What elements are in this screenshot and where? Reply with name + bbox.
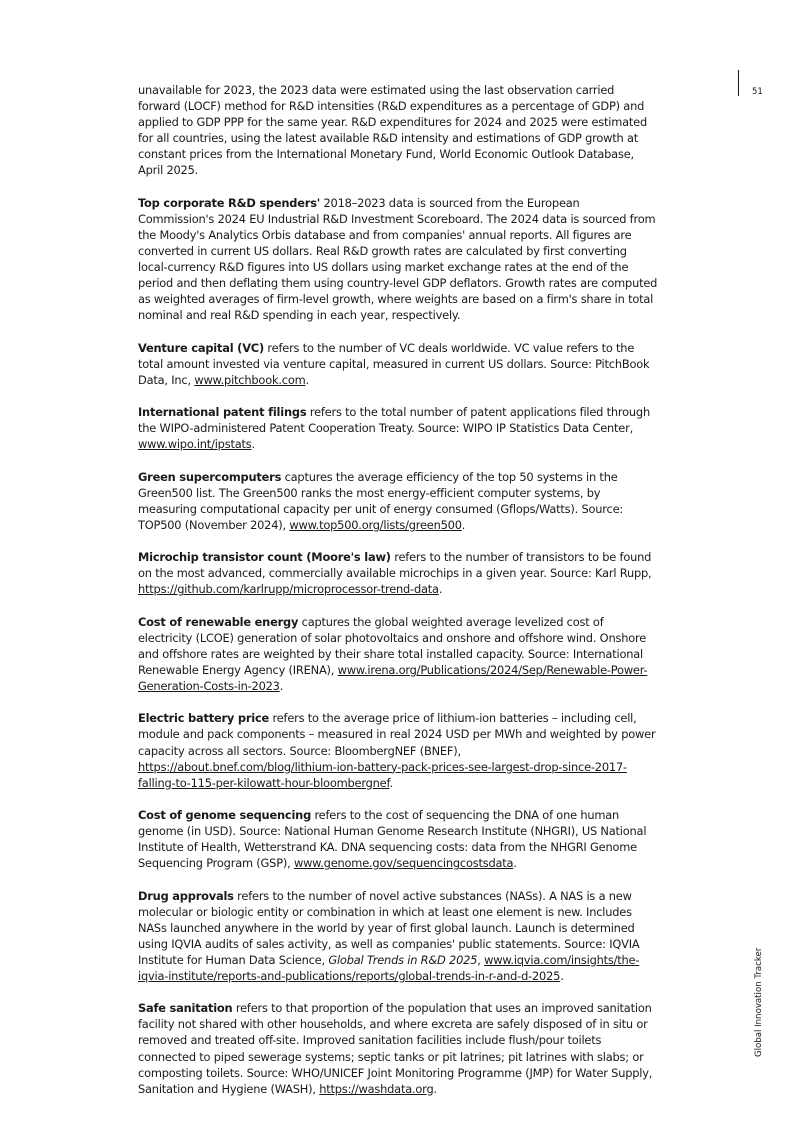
body-text: . [513,856,517,871]
definitions-text [138,82,658,1113]
body-text: refers to the average price of lithium-ion batteries – including cell, module and pack components – measured in real 2024 USD per MWh and weighted by power capacity across all sectors. Source: BloombergNEF (BNEF), [138,711,656,758]
body-text: . [438,582,443,597]
source-link[interactable]: https://washdata.org [319,1081,434,1096]
paragraph-green-supercomputers [138,469,658,533]
paragraph-cost-of-renewable-energy [138,614,658,694]
term-heading: International patent filings [138,405,307,420]
page-number: 51 [752,87,763,97]
body-text: , [477,952,485,967]
body-text: captures the global weighted average levelized cost of electricity (LCOE) generation of solar photovoltaics and onshore and offshore wind. Onshore and offshore rates are weighted by their share total installed capacity. Source: International Renewable Energy Agency (IRENA), [138,614,647,677]
body-text: . [560,969,564,983]
page-number-rule [738,70,739,96]
term-heading: Cost of renewable energy [138,614,299,629]
side-running-title: Global Innovation Tracker [754,947,764,1057]
body-text: refers to the total number of patent applications filed through the WIPO-administered Patent Cooperation Treaty. Source: WIPO IP Statistics Data Center, [138,405,650,436]
body-text: refers to the number of novel active substances (NASs). A NAS is a new molecular or biologic entity or combination in which at least one element is new. Includes NASs launched anywhere in the world by year of first global launch. Launch is determined using IQVIA audits of sales activity, as well as companies' public statements. Source: IQVIA Institute for Human Data Science, [138,888,640,967]
publication-title: Global Trends in R&D 2025 [328,952,478,967]
paragraph-international-patent-filings [138,404,658,452]
source-link[interactable]: www.iqvia.com/insights/the-iqvia-institute/reports-and-publications/reports/global-trends-in-r-and-d-2025 [138,952,640,983]
body-text: . [389,775,393,790]
paragraph-drug-approvals [138,888,658,985]
source-link[interactable]: www.pitchbook.com [194,372,306,387]
body-text: . [461,517,466,532]
paragraph-top-corporate-rd-spenders [138,195,658,324]
source-link[interactable]: https://github.com/karlrupp/microprocessor-trend-data [138,582,439,597]
term-heading: Electric battery price [138,711,270,726]
paragraph-venture-capital [138,340,658,388]
term-heading: Top corporate R&D spenders' [138,195,321,210]
term-heading: Green supercomputers [138,469,282,484]
body-text: refers to the number of transistors to be found on the most advanced, commercially available microchips in a given year. Source: Karl Rupp, [138,550,652,581]
source-link[interactable]: https://about.bnef.com/blog/lithium-ion-battery-pack-prices-see-largest-drop-since-2017-falling-to-115-per-kilowatt-hour-bloombergnef [138,759,627,790]
source-link[interactable]: www.genome.gov/sequencingcostsdata [293,856,514,871]
paragraph-microchip-transistor-count [138,549,658,597]
body-text: . [279,679,284,694]
body-text: refers to the cost of sequencing the DNA of one human genome (in USD). Source: National Human Genome Research Institute (NHGRI), US National Institute of Health, Wetterstrand KA. DNA sequencing costs: data from the NHGRI Genome Sequencing Program (GSP), [138,807,647,871]
paragraph-electric-battery-price [138,710,658,790]
body-text: 2018–2023 data is sourced from the European Commission's 2024 EU Industrial R&D Investment Scoreboard. The 2024 data is sourced from the Moody's Analytics Orbis database and from companies' annual reports. All figures are converted in current US dollars. Real R&D growth rates are calculated by first converting local-currency R&D figures into US dollars using market exchange rates at the end of the period and then deflating them using country-level GDP deflators. Growth rates are computed as weighted averages of firm-level growth, where weights are based on a firm's share in total nominal and real R&D spending in each year, respectively. [138,195,658,323]
paragraph-cost-of-genome-sequencing [138,807,658,871]
term-heading: Microchip transistor count (Moore's law) [138,550,391,565]
body-text: captures the average efficiency of the top 50 systems in the Green500 list. The Green500 ranks the most energy-efficient computer systems, by measuring computational capacity per unit of energy consumed (Gflops/Watts). Source: TOP500 (November 2024), [138,469,624,532]
body-text: . [251,437,255,452]
source-link[interactable]: www.wipo.int/ipstats [138,437,252,452]
term-heading: Drug approvals [138,888,234,903]
term-heading: Cost of genome sequencing [138,807,312,822]
paragraph-rd-estimation-continued [138,82,658,179]
body-text: refers to the number of VC deals worldwide. VC value refers to the total amount invested via venture capital, measured in current US dollars. Source: PitchBook Data, Inc, [138,340,650,387]
body-text: . [305,372,309,387]
body-text: unavailable for 2023, the 2023 data were estimated using the last observation carried forward (LOCF) method for R&D intensities (R&D expenditures as a percentage of GDP) and applied to GDP PPP for the same year. R&D expenditures for 2024 and 2025 were estimated for all countries, using the latest available R&D intensity and estimations of GDP growth at constant prices from the International Monetary Fund, World Economic Outlook Database, April 2025. [138,83,648,178]
body-text: refers to that proportion of the population that uses an improved sanitation facility not shared with other households, and where excreta are safely disposed of in situ or removed and treated off-site. Improved sanitation facilities include flush/pour toilets connected to piped sewerage systems; septic tanks or pit latrines; pit latrines with slabs; or composting toilets. Source: WHO/UNICEF Joint Monitoring Programme (JMP) for Water Supply, Sanitation and Hygiene (WASH), [138,1001,653,1096]
source-link[interactable]: www.irena.org/Publications/2024/Sep/Renewable-Power-Generation-Costs-in-2023 [138,662,648,694]
term-heading: Safe sanitation [138,1001,233,1016]
paragraph-safe-sanitation [138,1000,658,1097]
term-heading: Venture capital (VC) [138,340,264,355]
source-link[interactable]: www.top500.org/lists/green500 [289,517,462,532]
body-text: . [433,1081,437,1096]
